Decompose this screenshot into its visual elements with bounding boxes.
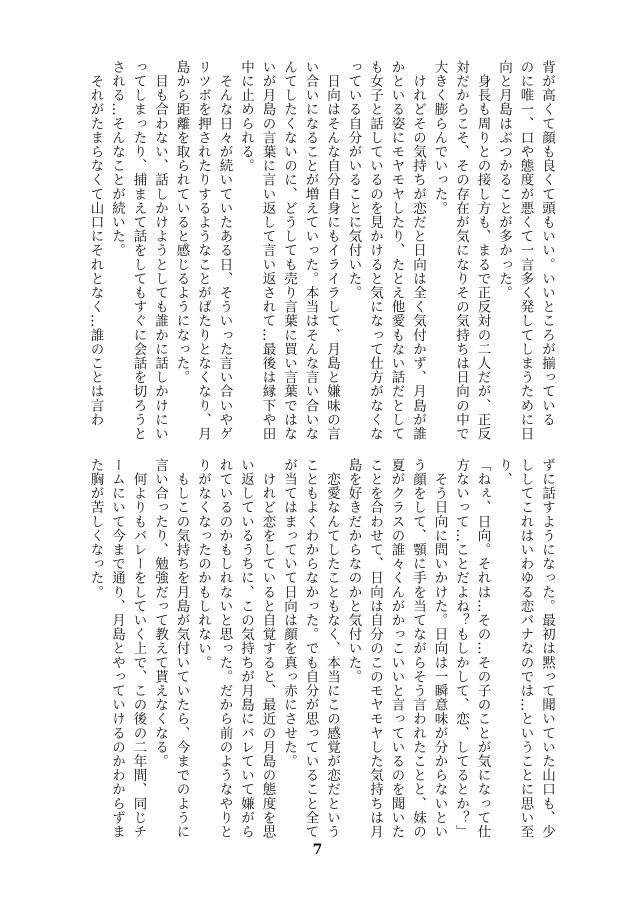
text-line: 方ないって…ことだよね？もしかして、恋、してるとか？」: [453, 458, 469, 839]
text-line: けれどその気持ちが恋だと日向は全く気付かず、月島が誰: [410, 60, 426, 441]
text-line: ってしまったり、捕まえて話をしてもすぐに会話を切ろうと: [130, 60, 147, 441]
text-line: される…そんなことが続いた。: [109, 60, 125, 258]
text-line: 背が高くて顔も良くて頭もいい。いいところが揃っている: [539, 60, 555, 427]
text-line: ししてこれはいわゆる恋バナなのでは…ということに思い至: [517, 458, 534, 839]
text-line: 何よりもバレーをしていく上で、この後の二年間、同じチ: [130, 458, 147, 839]
text-line: 大きく膨らんでいった。: [431, 60, 448, 216]
text-line: 島を好きだからなのかと気付いた。: [345, 458, 362, 684]
text-line: ームにいて今まで通り、月島とやっていけるのかわからずま: [109, 458, 125, 839]
text-line: んてしたくないのに、どうしても売り言葉に買い言葉ではな: [281, 60, 297, 441]
text-line: 言い合ったり、勉強だって教えて貰えなくなる。: [152, 458, 168, 769]
text-line: 対だからこそ、その存在が気になりその気持ちは日向の中で: [453, 60, 469, 441]
text-block-bottom: [84, 458, 557, 839]
text-line: それがたまらなくて山口にそれとなく…誰のことは言わ: [87, 60, 104, 427]
text-line: そう日向に問いかけた。日向は一瞬意味が分からないとい: [431, 458, 448, 839]
text-line: れているのかもしれないと思った。だから前のようなやりと: [216, 458, 233, 839]
text-line: り、: [496, 458, 512, 487]
text-block-top: [84, 60, 557, 441]
text-line: 目も合わない、話しかけようとしても誰かに話しかけにい: [152, 60, 168, 441]
text-line: かといる姿にモヤモヤしたり、たとえ他愛もない話だとして: [388, 60, 405, 441]
text-line: が当てはまっていて日向は顔を真っ赤にさせた。: [281, 458, 297, 769]
text-line: 日向はそんな自分自身にもイライラして、月島と嫌味の言: [324, 60, 340, 441]
text-line: 身長も周りとの接し方も、まるで正反対の二人だが、正反: [474, 60, 491, 441]
page-number: 7: [312, 842, 323, 858]
text-line: 夏がクラスの誰々くんがかっこいいと言っているのを聞いた: [388, 458, 405, 839]
text-line: そんな日々が続いていたある日、そういった言い合いやゲ: [216, 60, 233, 441]
text-line: こともよくわからなかった。でも自分が思っていること全て: [302, 458, 319, 839]
text-line: っている自分がいることに気付いた。: [345, 60, 362, 300]
text-line: 中に止められる。: [238, 60, 254, 173]
text-line: 向と月島はぶつかることが多かった。: [496, 60, 512, 300]
text-line: もしこの気持ちを月島が気付いていたら、今までのように: [173, 458, 190, 839]
text-line: た胸が苦しくなった。: [87, 458, 104, 599]
text-line: 恋愛なんてしたこともなく、本当にこの感覚が恋だという: [324, 458, 340, 839]
text-line: い返しているうちに、この気持ちが月島にバレていて嫌がら: [238, 458, 254, 839]
text-line: ずに話すようになった。最初は黙って聞いていた山口も、少: [539, 458, 555, 839]
text-line: のに唯一、口や態度が悪くて一言多く発してしまうために日: [517, 60, 534, 441]
text-line: いが月島の言葉に言い返して言い返されて…最後は縁下や田: [259, 60, 276, 441]
text-line: りがなくなったのかもしれない。: [195, 458, 211, 670]
text-line: も女子と話しているのを見かけると気になって仕方がなくな: [367, 60, 383, 441]
text-line: リツボを押されたりするようなことがぱたりとなくなり、月: [195, 60, 211, 441]
text-line: ことを合わせて、日向は自分のこのモヤモヤした気持ちは月: [367, 458, 383, 839]
text-line: 「ねぇ、日向。それは…その…その子のことが気になって仕: [474, 458, 491, 839]
text-line: い合いになることが増えていった。本当はそんな言い合いな: [302, 60, 319, 441]
text-line: けれど恋をしていると自覚すると、最近の月島の態度を思: [259, 458, 276, 839]
text-line: う顔をして、顎に手を当てながらそう言われたことと、妹の: [410, 458, 426, 839]
text-line: 島から距離を取られていると感じるようになった。: [173, 60, 190, 385]
